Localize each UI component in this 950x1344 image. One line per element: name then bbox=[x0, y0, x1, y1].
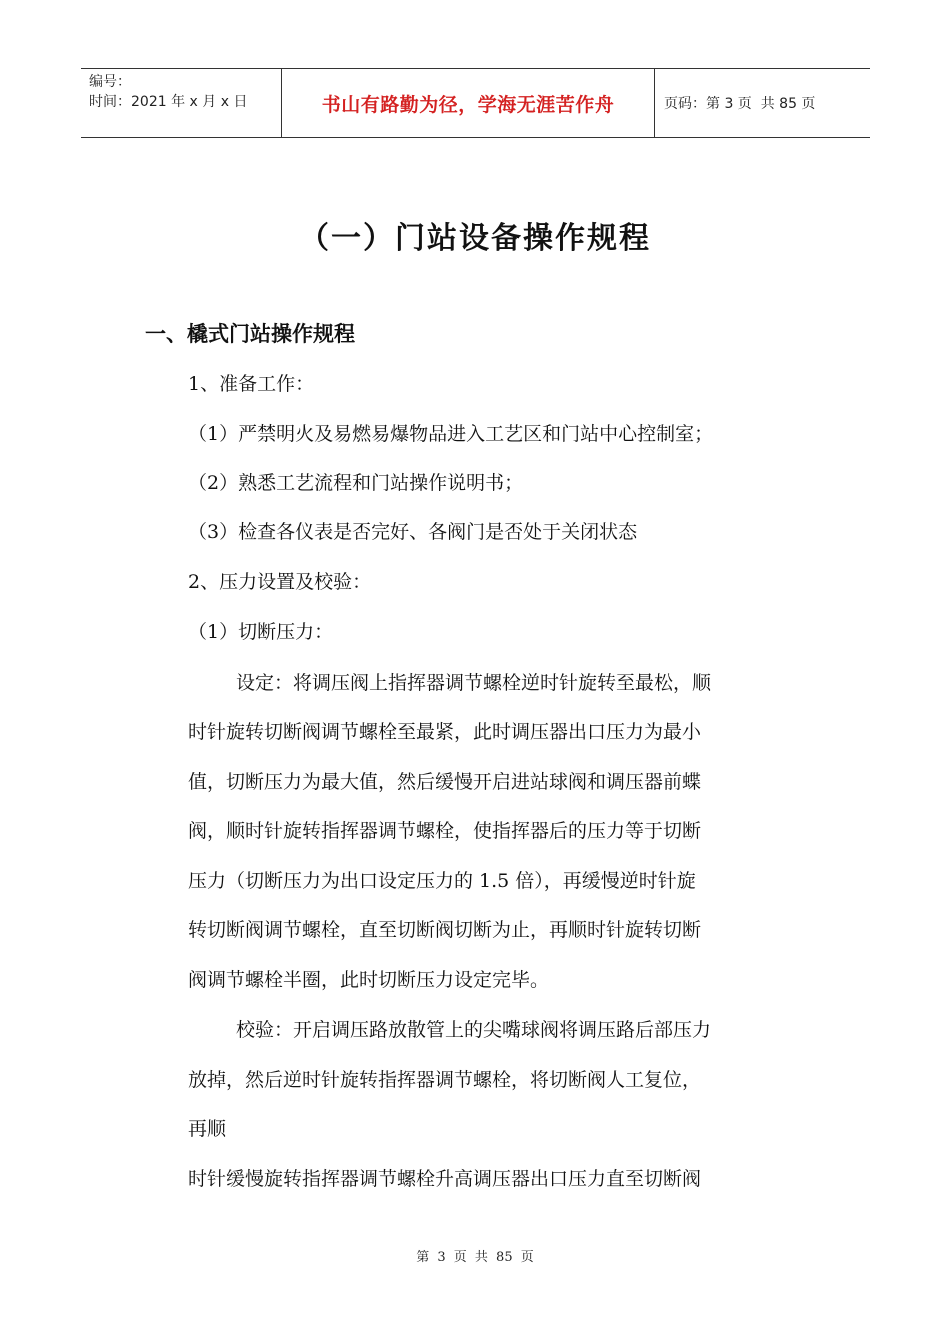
paragraph-line: （2）熟悉工艺流程和门站操作说明书； bbox=[188, 472, 524, 494]
document-title: （一）门站设备操作规程 bbox=[299, 221, 651, 256]
paragraph-line: 时针缓慢旋转指挥器调节螺栓升高调压器出口压力直至切断阀 bbox=[188, 1168, 702, 1190]
paragraph-line: 2、压力设置及校验： bbox=[188, 571, 372, 593]
paragraph-line: 再顺 bbox=[188, 1118, 227, 1140]
document-date: 时间：2021 年 x 月 x 日 bbox=[89, 94, 248, 110]
document-number-label: 编号： bbox=[89, 74, 131, 90]
paragraph-line: 转切断阀调节螺栓，直至切断阀切断为止，再顺时针旋转切断 bbox=[188, 919, 702, 941]
paragraph-line: 阀调节螺栓半圈，此时切断压力设定完毕。 bbox=[188, 969, 550, 991]
paragraph-line: 1、准备工作： bbox=[188, 373, 315, 395]
paragraph-line: （1）严禁明火及易燃易爆物品进入工艺区和门站中心控制室； bbox=[188, 423, 714, 445]
paragraph-line: 压力（切断压力为出口设定压力的 1.5 倍），再缓慢逆时针旋 bbox=[188, 870, 696, 892]
paragraph-line: 阀，顺时针旋转指挥器调节螺栓，使指挥器后的压力等于切断 bbox=[188, 820, 702, 842]
paragraph-line: 放掉，然后逆时针旋转指挥器调节螺栓，将切断阀人工复位， bbox=[188, 1069, 702, 1091]
header-meta bbox=[81, 69, 282, 137]
paragraph-line: 值，切断压力为最大值，然后缓慢开启进站球阀和调压器前蝶 bbox=[188, 771, 702, 793]
paragraph-line: 设定：将调压阀上指挥器调节螺栓逆时针旋转至最松，顺 bbox=[236, 672, 712, 694]
header-motto: 书山有路勤为径，学海无涯苦作舟 bbox=[282, 69, 655, 137]
paragraph-line: （1）切断压力： bbox=[188, 621, 334, 643]
section-heading: 一、橇式门站操作规程 bbox=[145, 322, 355, 346]
paragraph-line: 时针旋转切断阀调节螺栓至最紧，此时调压器出口压力为最小 bbox=[188, 721, 702, 743]
paragraph-line: 校验：开启调压路放散管上的尖嘴球阀将调压路后部压力 bbox=[236, 1019, 712, 1041]
page-header bbox=[81, 68, 870, 138]
page-info-text: 页码：第 3 页 共 85 页 bbox=[664, 96, 816, 112]
header-page-info bbox=[655, 69, 870, 137]
page-footer: 第 3 页 共 85 页 bbox=[416, 1250, 534, 1265]
paragraph-line: （3）检查各仪表是否完好、各阀门是否处于关闭状态 bbox=[188, 521, 638, 543]
